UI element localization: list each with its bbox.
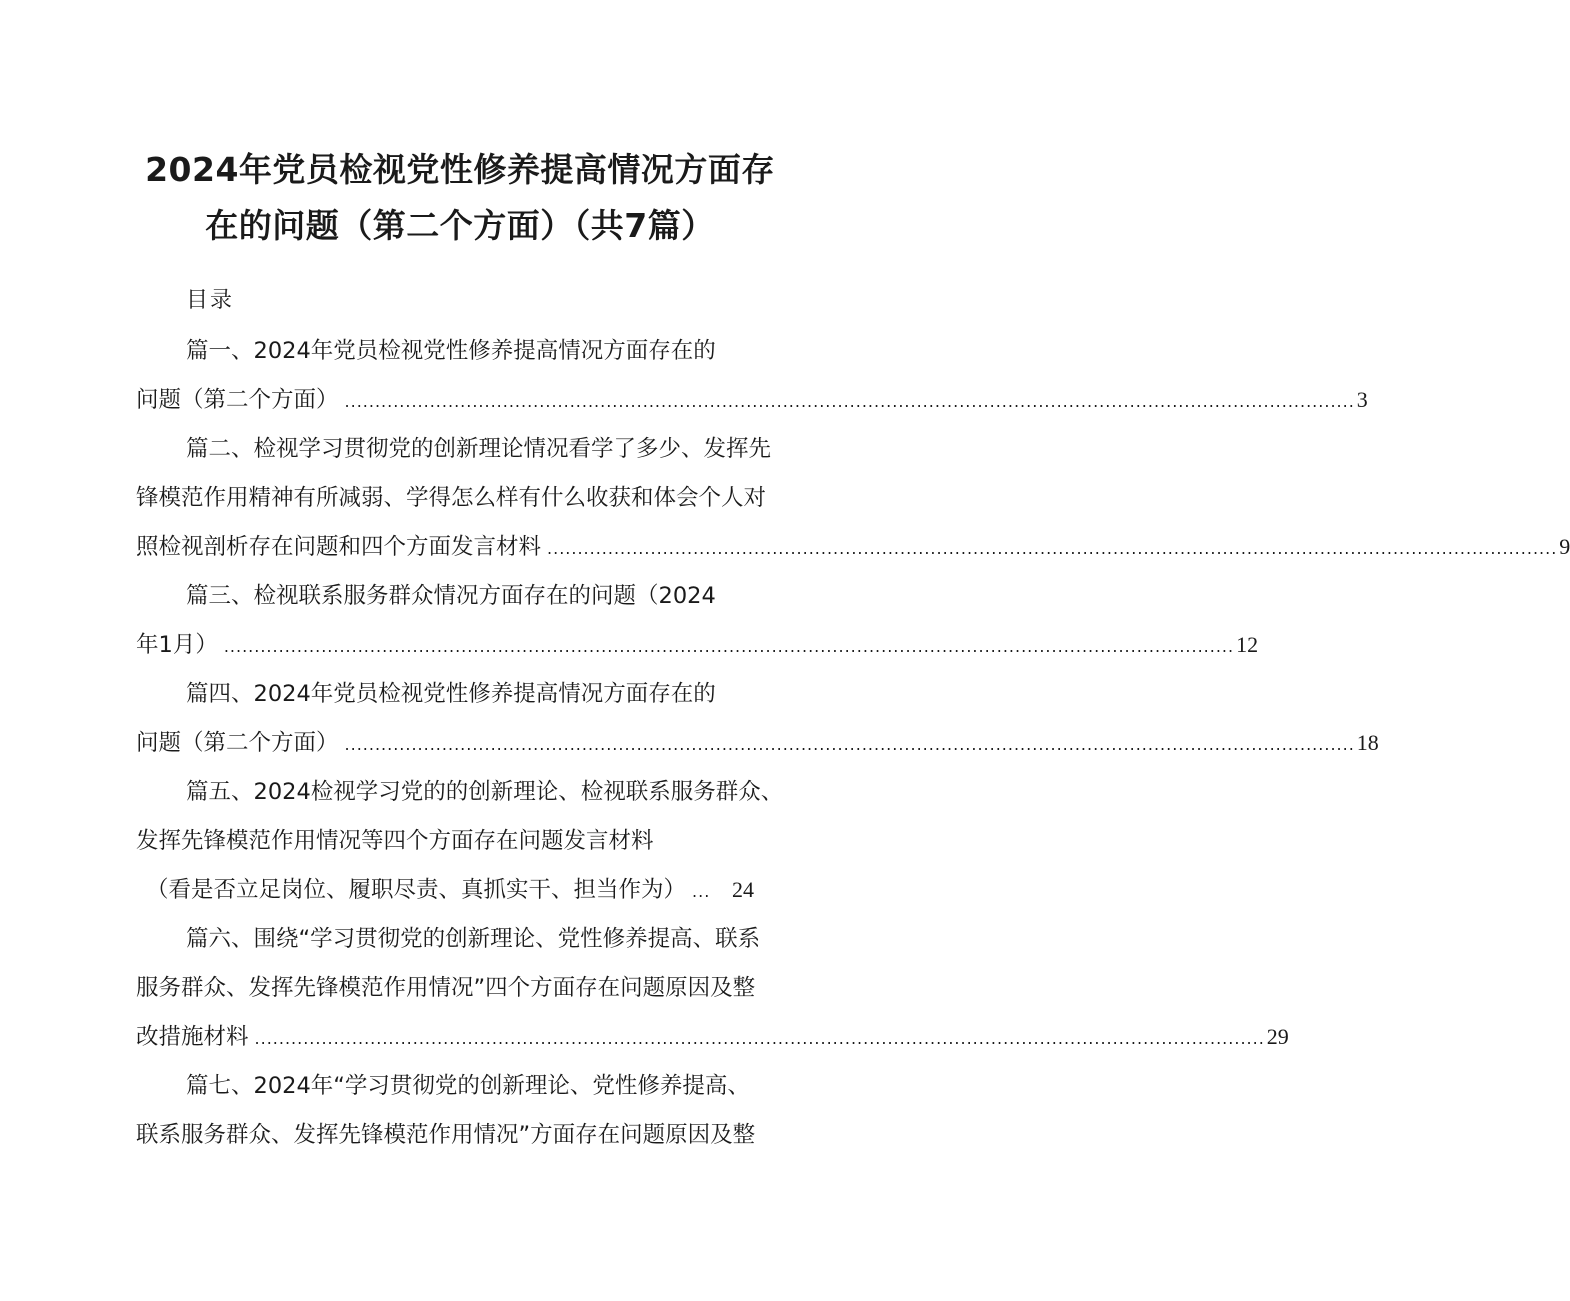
document-title	[120, 142, 800, 254]
toc-entry-7-line-2[interactable]: 联系服务群众、发挥先锋模范作用情况”方面存在问题原因及整	[136, 1122, 756, 1148]
toc-entry-5-line-3[interactable]: （看是否立足岗位、履职尽责、真抓实干、担当作为） ... 24	[146, 872, 754, 910]
toc-entry-5-line-2[interactable]: 发挥先锋模范作用情况等四个方面存在问题发言材料	[136, 828, 654, 854]
title-line-2: 在的问题（第二个方面）（共7篇）	[205, 206, 715, 245]
toc-entry-3-line-2[interactable]: 年1月） ...................................................................................................................................................................... 12	[136, 627, 774, 665]
dot-leader: ......................................................................................................................................................................	[223, 637, 1235, 656]
toc-entry-3-line-1[interactable]: 篇三、检视联系服务群众情况方面存在的问题（2024	[186, 583, 716, 609]
dot-leader: ......................................................................................................................................................................	[254, 1029, 1265, 1048]
toc-entry-1-line-1[interactable]: 篇一、2024年党员检视党性修养提高情况方面存在的	[186, 338, 716, 364]
toc-entry-2-line-2[interactable]: 锋模范作用精神有所减弱、学得怎么样有什么收获和体会个人对	[136, 485, 767, 511]
toc-entry-2-line-1[interactable]: 篇二、检视学习贯彻党的创新理论情况看学了多少、发挥先	[186, 436, 772, 462]
dot-leader: ...	[692, 882, 711, 901]
toc-entry-7-line-1[interactable]: 篇七、2024年“学习贯彻党的创新理论、党性修养提高、	[186, 1073, 750, 1099]
dot-leader: ......................................................................................................................................................................	[344, 735, 1355, 754]
toc-page-number: 3	[1356, 387, 1368, 412]
toc-entry-1-line-2[interactable]: 问题（第二个方面） ...................................................................................................................................................................... 3	[136, 382, 762, 420]
toc-heading: 目录	[186, 288, 235, 313]
toc-page-number: 12	[1236, 632, 1259, 657]
toc-entry-4-line-1[interactable]: 篇四、2024年党员检视党性修养提高情况方面存在的	[186, 681, 716, 707]
toc-entry-6-line-3[interactable]: 改措施材料 ...................................................................................................................................................................... 29	[136, 1019, 778, 1057]
toc-page-number: 24	[732, 877, 754, 902]
dot-leader: ......................................................................................................................................................................	[344, 392, 1355, 411]
toc-page-number: 9	[1559, 534, 1570, 559]
toc-entry-2-line-3[interactable]: 照检视剖析存在问题和四个方面发言材料 ...................................................................................................................................................................... 9	[136, 529, 778, 567]
dot-leader: ......................................................................................................................................................................	[547, 539, 1558, 558]
toc-page-number: 29	[1266, 1024, 1289, 1049]
toc-page-number: 18	[1356, 730, 1379, 755]
toc-entry-4-line-2[interactable]: 问题（第二个方面） ...................................................................................................................................................................... 18	[136, 725, 774, 763]
toc-entry-6-line-2[interactable]: 服务群众、发挥先锋模范作用情况”四个方面存在问题原因及整	[136, 975, 756, 1001]
toc-entry-5-line-1[interactable]: 篇五、2024检视学习党的的创新理论、检视联系服务群众、	[186, 779, 784, 805]
title-line-1: 2024年党员检视党性修养提高情况方面存	[145, 150, 775, 189]
toc-entry-6-line-1[interactable]: 篇六、围绕“学习贯彻党的创新理论、党性修养提高、联系	[186, 926, 761, 952]
